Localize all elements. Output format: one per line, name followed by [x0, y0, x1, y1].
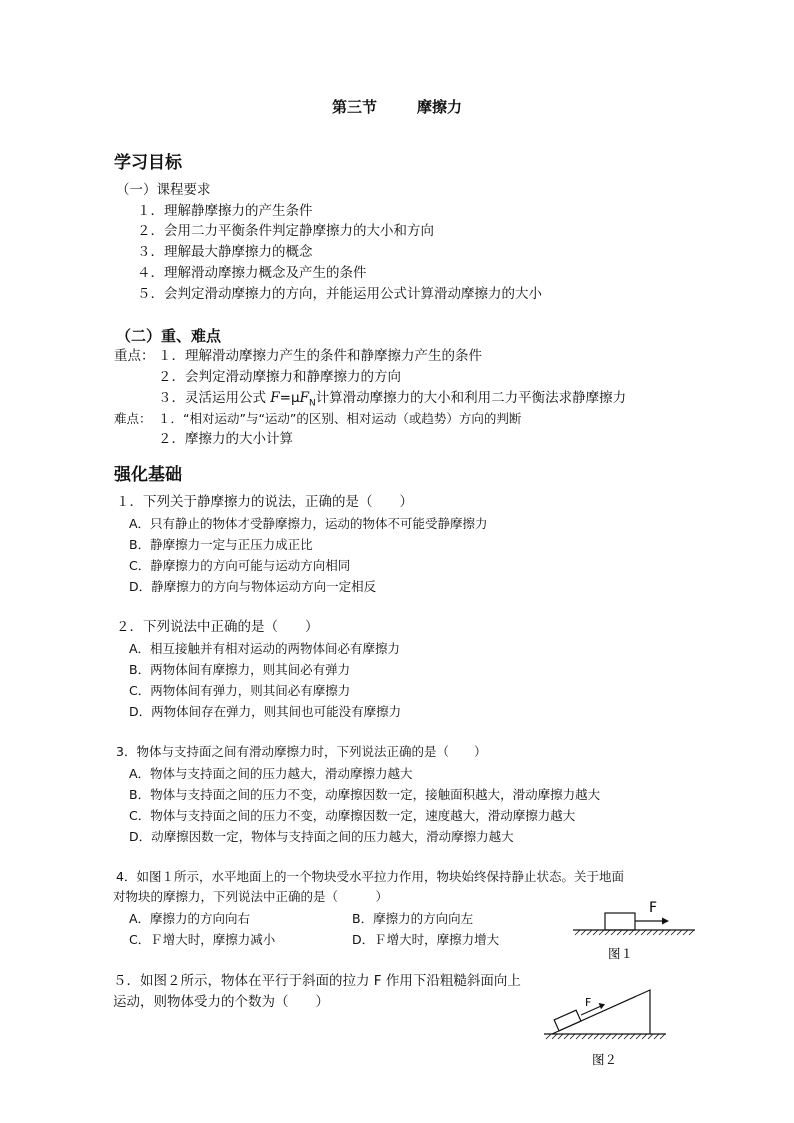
key-label: 重点：	[114, 348, 155, 364]
block-shape	[605, 913, 635, 930]
q2-stem: ２．下列说法中正确的是（ ）	[116, 619, 319, 635]
q4-stem-line-1: 4．如图１所示，水平地面上的一个物块受水平拉力作用，物块始终保持静止状态。关于地面	[116, 869, 624, 884]
course-req-item-5: ５．会判定滑动摩擦力的方向，并能运用公式计算滑动摩擦力的大小	[137, 286, 542, 302]
q3-option-c: C．物体与支持面之间的压力不变，动摩擦因数一定，速度越大，滑动摩擦力越大	[129, 808, 576, 823]
difficulty-item-2: ２．摩擦力的大小计算	[158, 431, 293, 447]
difficulty-label: 难点：	[114, 411, 152, 426]
q4-option-d: D．Ｆ增大时，摩擦力增大	[352, 932, 500, 947]
q2-option-d: D．两物体间存在弹力，则其间也可能没有摩擦力	[129, 704, 402, 719]
figure-2-caption: 图２	[592, 1052, 618, 1067]
figure-2-diagram	[540, 982, 680, 1072]
block-on-incline	[554, 1010, 581, 1031]
ground-hatch	[575, 930, 694, 935]
q2-option-a: A．相互接触并有相对运动的两物体间必有摩擦力	[129, 641, 401, 656]
q1-stem: １．下列关于静摩擦力的说法，正确的是（ ）	[116, 494, 413, 510]
key-item-2: ２．会判定滑动摩擦力和静摩擦力的方向	[158, 369, 401, 385]
course-req-item-3: ３．理解最大静摩擦力的概念	[137, 244, 313, 260]
key-item-3-post: 计算滑动摩擦力的大小和利用二力平衡法求静摩擦力	[315, 390, 627, 406]
formula-fn: F	[299, 390, 309, 406]
course-req-item-1: １．理解静摩擦力的产生条件	[137, 203, 313, 219]
q1-option-d: D．静摩擦力的方向与物体运动方向一定相反	[129, 579, 377, 594]
q5-stem-line-2: 运动，则物体受力的个数为（ ）	[113, 994, 329, 1010]
incline-force-label: F	[585, 996, 592, 1009]
q4-option-c: C．Ｆ增大时，摩擦力减小	[129, 932, 276, 947]
formula-sub: N	[308, 398, 316, 409]
q2-option-c: C．两物体间有弹力，则其间必有摩擦力	[129, 683, 351, 698]
page-title	[0, 96, 794, 117]
arrow-head	[662, 918, 669, 925]
course-req-item-4: ４．理解滑动摩擦力概念及产生的条件	[137, 265, 367, 281]
incline-ground-hatch	[546, 1034, 665, 1039]
q1-option-b: B．静摩擦力一定与正压力成正比	[129, 537, 313, 552]
q3-option-a: A．物体与支持面之间的压力越大，滑动摩擦力越大	[129, 766, 413, 781]
q4-option-a: A．摩擦力的方向向右	[129, 911, 251, 926]
key-points-heading: （二）重、难点	[116, 327, 222, 345]
section-number: 第三节	[331, 98, 377, 116]
key-item-1: １．理解滑动摩擦力产生的条件和静摩擦力产生的条件	[158, 348, 482, 364]
q1-option-c: C．静摩擦力的方向可能与运动方向相同	[129, 558, 351, 573]
q3-option-b: B．物体与支持面之间的压力不变，动摩擦因数一定，接触面积越大，滑动摩擦力越大	[129, 787, 601, 802]
difficulty-item-1: １．“相对运动”与“运动”的区别、相对运动（或趋势）方向的判断	[158, 411, 522, 426]
figure-1-diagram	[570, 897, 700, 967]
formula-eq: =μ	[279, 390, 300, 406]
objectives-heading: 学习目标	[114, 153, 182, 173]
q3-stem: 3．物体与支持面之间有滑动摩擦力时，下列说法正确的是（ ）	[116, 744, 487, 759]
q2-option-b: B．两物体间有摩擦力，则其间必有弹力	[129, 662, 351, 677]
figure-1-caption: 图１	[608, 946, 634, 961]
q5-stem-line-1: ５．如图２所示，物体在平行于斜面的拉力 F 作用下沿粗糙斜面向上	[113, 973, 521, 989]
key-item-3-pre: ３．灵活运用公式	[158, 390, 271, 406]
formula-f: F	[270, 390, 280, 406]
force-label: F	[649, 900, 658, 916]
section-name: 摩擦力	[417, 98, 463, 116]
q3-option-d: D．动摩擦因数一定，物体与支持面之间的压力越大，滑动摩擦力越大	[129, 829, 514, 844]
q4-stem-line-2: 对物块的摩擦力，下列说法中正确的是（ ）	[113, 889, 389, 904]
course-req-item-2: ２．会用二力平衡条件判定静摩擦力的大小和方向	[137, 223, 434, 239]
course-req-label: （一）课程要求	[116, 182, 211, 198]
q1-option-a: A．只有静止的物体才受静摩擦力，运动的物体不可能受静摩擦力	[129, 516, 488, 531]
basics-heading: 强化基础	[114, 465, 182, 485]
q4-option-b: B．摩擦力的方向向左	[352, 911, 474, 926]
